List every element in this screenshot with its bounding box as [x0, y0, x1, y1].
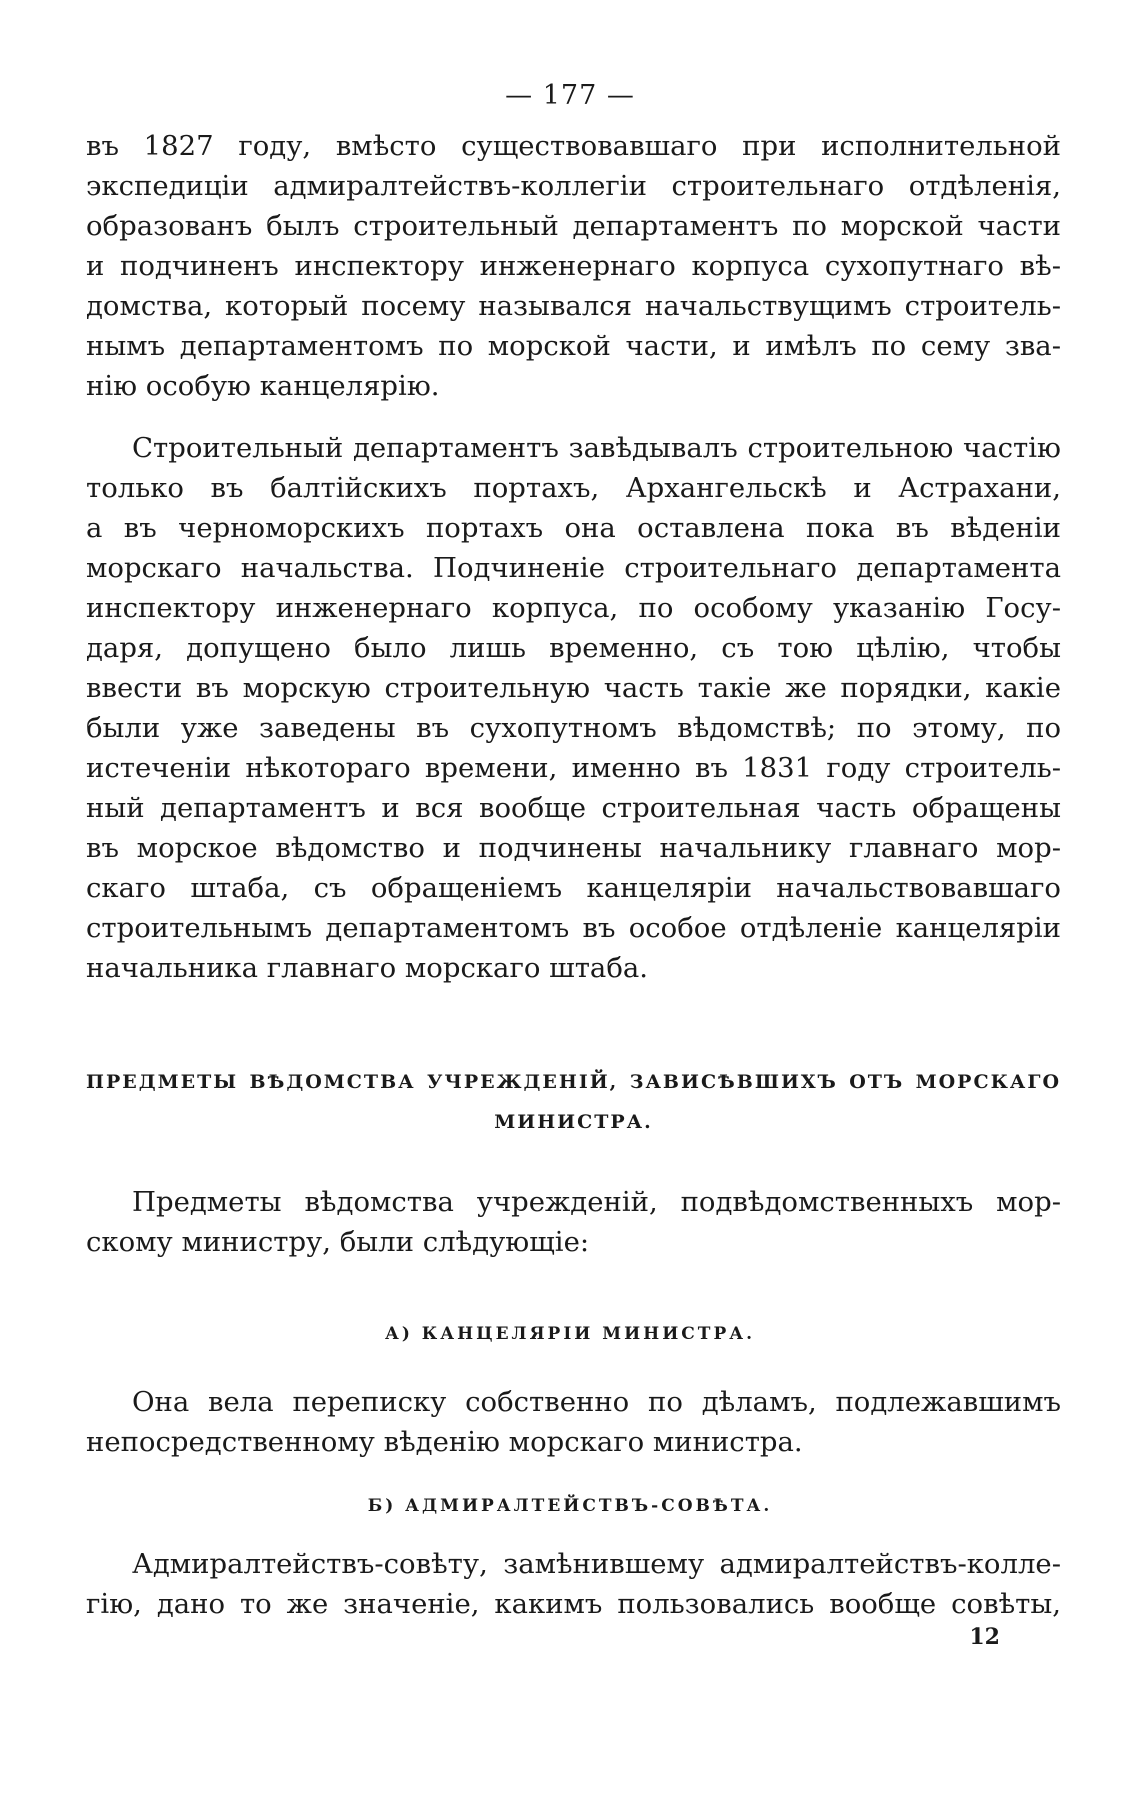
paragraph-3: [86, 1182, 1061, 1262]
text-line: и подчиненъ инспектору инженернаго корпуса сухопутнаго вѣ-: [86, 250, 1061, 282]
text-line: непосредственному вѣденію морскаго министра.: [86, 1426, 803, 1458]
text-line: ввести въ морскую строительную часть такіе же порядки, какіе: [86, 672, 1061, 704]
paragraph-2: [86, 428, 1061, 988]
text-line: домства, который посему назывался начальствущимъ строитель-: [86, 290, 1061, 322]
section-heading-line: МИНИСТРА.: [494, 1111, 653, 1133]
text-line: только въ балтійскихъ портахъ, Архангельскѣ и Астрахани,: [86, 472, 1061, 504]
text-line: строительнымъ департаментомъ въ особое отдѣленіе канцеляріи: [86, 912, 1061, 944]
text-line: въ морское вѣдомство и подчинены начальнику главнаго мор-: [86, 832, 1061, 864]
text-line: скому министру, были слѣдующіе:: [86, 1226, 590, 1258]
section-heading: [86, 1062, 1061, 1142]
section-heading-line: ПРЕДМЕТЫ ВѢДОМСТВА УЧРЕЖДЕНІЙ, ЗАВИСѢВШИХЪ ОТЪ МОРСКАГО: [86, 1071, 1061, 1093]
text-line: даря, допущено было лишь временно, съ тою цѣлію, чтобы: [86, 632, 1061, 664]
paragraph-5: [86, 1544, 1061, 1624]
paragraph-1: [86, 126, 1061, 406]
text-line: образованъ былъ строительный департаментъ по морской части: [86, 210, 1061, 242]
text-line: инспектору инженернаго корпуса, по особому указанію Госу-: [86, 592, 1061, 624]
text-line: нію особую канцелярію.: [86, 370, 440, 402]
text-line: Строительный департаментъ завѣдывалъ строительною частію: [132, 432, 1061, 464]
text-line: были уже заведены въ сухопутномъ вѣдомствѣ; по этому, по: [86, 712, 1061, 744]
text-line: морскаго начальства. Подчиненіе строительнаго департамента: [86, 552, 1061, 584]
text-line: экспедиціи адмиралтействъ-коллегіи строительнаго отдѣленія,: [86, 170, 1061, 202]
text-line: истеченіи нѣкотораго времени, именно въ 1831 году строитель-: [86, 752, 1061, 784]
text-line: Она вела переписку собственно по дѣламъ, подлежавшимъ: [132, 1386, 1061, 1418]
text-line: ный департаментъ и вся вообще строительная часть обращены: [86, 792, 1061, 824]
text-line: Адмиралтействъ-совѣту, замѣнившему адмиралтействъ-колле-: [132, 1548, 1061, 1580]
signature-mark: 12: [969, 1624, 1000, 1650]
subheading-a: А) КАНЦЕЛЯРІИ МИНИСТРА.: [384, 1324, 756, 1344]
text-line: нымъ департаментомъ по морской части, и имѣлъ по сему зва-: [86, 330, 1061, 362]
subheading-b: Б) АДМИРАЛТЕЙСТВЪ-СОВѢТА.: [367, 1496, 773, 1516]
text-line: а въ черноморскихъ портахъ она оставлена пока въ вѣденіи: [86, 512, 1061, 544]
text-line: скаго штаба, съ обращеніемъ канцеляріи начальствовавшаго: [86, 872, 1061, 904]
text-line: Предметы вѣдомства учрежденій, подвѣдомственныхъ мор-: [132, 1186, 1061, 1218]
text-line: въ 1827 году, вмѣсто существовавшаго при исполнительной: [86, 130, 1061, 162]
text-line: гію, дано то же значеніе, какимъ пользовались вообще совѣты,: [86, 1588, 1061, 1620]
text-line: начальника главнаго морскаго штаба.: [86, 952, 649, 984]
page-number: — 177 —: [505, 80, 635, 111]
paragraph-4: [86, 1382, 1061, 1462]
